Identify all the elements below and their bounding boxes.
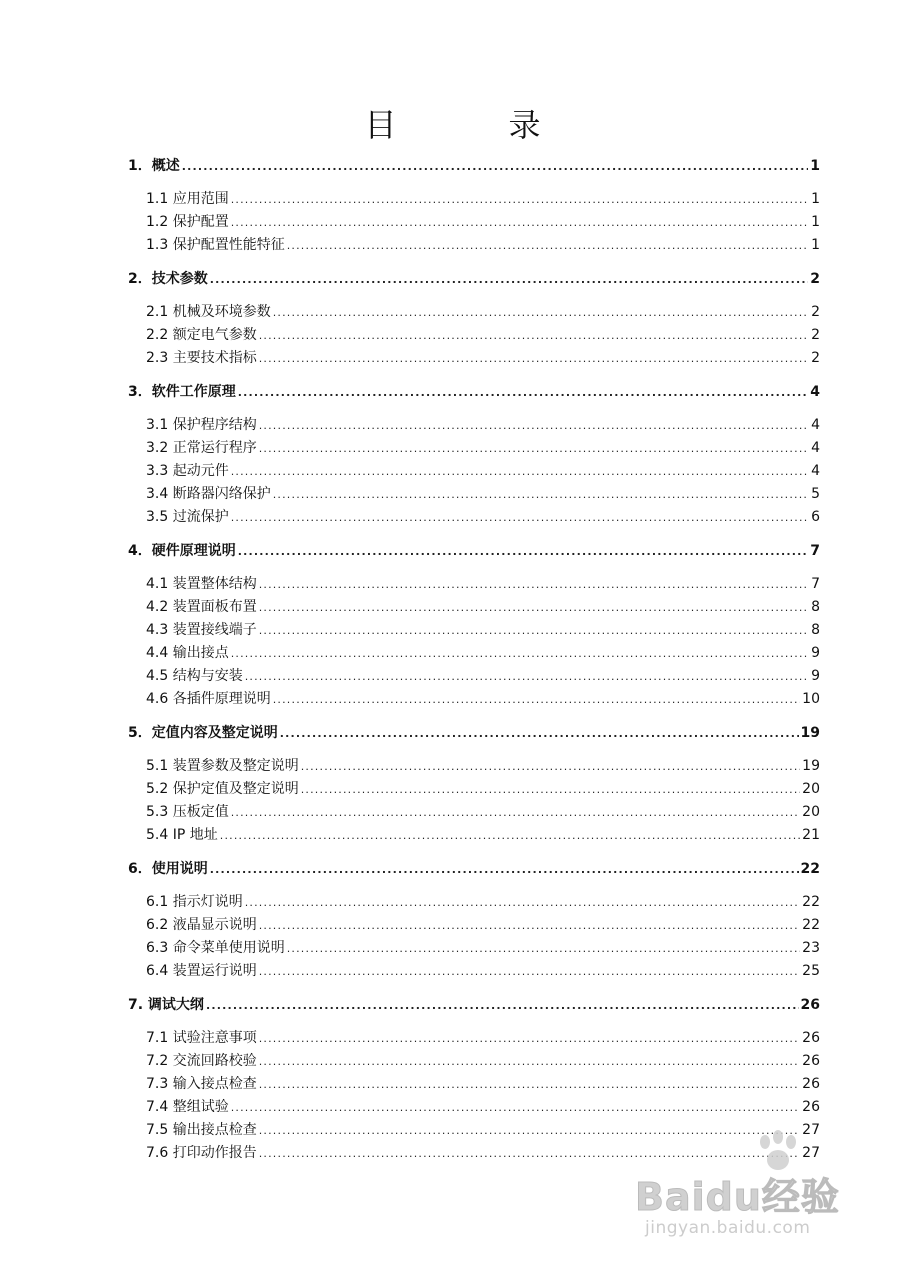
toc-leader-dots [273, 688, 800, 711]
toc-leader-dots [273, 483, 809, 506]
toc-page-number: 26 [802, 1053, 820, 1069]
toc-leader-dots [220, 824, 800, 847]
toc-subsection-title: 5.2 保护定值及整定说明 [146, 781, 299, 797]
toc-subsection-entry [128, 688, 820, 711]
toc-subsection-title: 4.3 装置接线端子 [146, 622, 257, 638]
toc-subsection-entry [128, 1073, 820, 1096]
toc-subsection-entry [128, 891, 820, 914]
toc-page-number: 22 [800, 861, 820, 877]
toc-subsection-entry [128, 460, 820, 483]
toc-subsection-title: 4.5 结构与安装 [146, 668, 243, 684]
toc-section [128, 539, 820, 711]
toc-page-number: 1 [811, 191, 820, 207]
toc-leader-dots [245, 665, 809, 688]
watermark-logo: Baidu经验 [635, 1175, 840, 1219]
toc-subsection-title: 7.6 打印动作报告 [146, 1145, 257, 1161]
toc-leader-dots [259, 347, 809, 370]
toc-chapter-title: 1．概述 [128, 158, 180, 174]
toc-chapter-title: 3．软件工作原理 [128, 384, 236, 400]
toc-page-number: 5 [811, 486, 820, 502]
toc-subsection-title: 2.3 主要技术指标 [146, 350, 257, 366]
toc-leader-dots [206, 993, 799, 1018]
toc-leader-dots [259, 1050, 800, 1073]
toc-leader-dots [231, 801, 800, 824]
toc-leader-dots [273, 301, 809, 324]
toc-subsection-entry [128, 619, 820, 642]
toc-leader-dots [287, 937, 800, 960]
toc-page-number: 20 [802, 804, 820, 820]
toc-subsection-entry [128, 778, 820, 801]
toc-subsection-title: 6.4 装置运行说明 [146, 963, 257, 979]
toc-subsection-entry [128, 506, 820, 529]
toc-subsection-entry [128, 347, 820, 370]
toc-subsection-entry [128, 665, 820, 688]
toc-subsection-title: 5.1 装置参数及整定说明 [146, 758, 299, 774]
toc-page-number: 19 [800, 725, 820, 741]
toc-page-number: 1 [811, 214, 820, 230]
toc-subsection-title: 4.2 装置面板布置 [146, 599, 257, 615]
toc-subsection-title: 7.2 交流回路校验 [146, 1053, 257, 1069]
toc-leader-dots [259, 573, 809, 596]
toc-chapter-entry [128, 721, 820, 746]
toc-page-number: 2 [811, 350, 820, 366]
toc-page-number: 9 [811, 645, 820, 661]
toc-page-number: 4 [811, 440, 820, 456]
toc-subsection-title: 7.3 输入接点检查 [146, 1076, 257, 1092]
toc-chapter-entry [128, 154, 820, 179]
toc-page-number: 7 [810, 543, 820, 559]
toc-leader-dots [259, 960, 800, 983]
toc-leader-dots [231, 506, 809, 529]
toc-subsection-entry [128, 596, 820, 619]
toc-subsection-title: 6.2 液晶显示说明 [146, 917, 257, 933]
toc-section [128, 993, 820, 1165]
toc-chapter-title: 5．定值内容及整定说明 [128, 725, 278, 741]
toc-leader-dots [259, 1119, 800, 1142]
toc-section [128, 267, 820, 370]
toc-subsection-title: 7.5 输出接点检查 [146, 1122, 257, 1138]
toc-page-number: 6 [811, 509, 820, 525]
toc-page-number: 23 [802, 940, 820, 956]
toc-leader-dots [287, 234, 809, 257]
toc-page-number: 26 [800, 997, 820, 1013]
toc-leader-dots [280, 721, 799, 746]
toc-page-number: 26 [802, 1099, 820, 1115]
toc-leader-dots [231, 642, 809, 665]
toc-subsection-entry [128, 188, 820, 211]
table-of-contents [128, 154, 820, 1175]
toc-chapter-title: 7. 调试大纲 [128, 997, 204, 1013]
toc-section [128, 154, 820, 257]
toc-leader-dots [301, 778, 800, 801]
toc-subsection-title: 7.4 整组试验 [146, 1099, 229, 1115]
toc-leader-dots [259, 324, 809, 347]
toc-section [128, 857, 820, 983]
toc-leader-dots [231, 211, 809, 234]
toc-leader-dots [301, 755, 800, 778]
toc-subsection-title: 3.2 正常运行程序 [146, 440, 257, 456]
toc-subsection-entry [128, 437, 820, 460]
toc-subsection-title: 4.1 装置整体结构 [146, 576, 257, 592]
toc-section [128, 721, 820, 847]
toc-subsection-entry [128, 937, 820, 960]
toc-page-number: 25 [802, 963, 820, 979]
toc-page-number: 26 [802, 1076, 820, 1092]
toc-subsection-title: 3.5 过流保护 [146, 509, 229, 525]
toc-leader-dots [259, 437, 809, 460]
toc-leader-dots [238, 539, 809, 564]
toc-page-number: 22 [802, 894, 820, 910]
toc-subsection-title: 1.1 应用范围 [146, 191, 229, 207]
toc-page-number: 1 [810, 158, 820, 174]
toc-page-number: 10 [802, 691, 820, 707]
toc-subsection-entry [128, 301, 820, 324]
toc-subsection-title: 3.1 保护程序结构 [146, 417, 257, 433]
toc-page-number: 2 [810, 271, 820, 287]
toc-page-number: 8 [811, 622, 820, 638]
toc-subsection-title: 5.3 压板定值 [146, 804, 229, 820]
toc-chapter-title: 6．使用说明 [128, 861, 208, 877]
toc-page-number: 4 [811, 463, 820, 479]
toc-subsection-entry [128, 234, 820, 257]
toc-page-number: 27 [802, 1145, 820, 1161]
toc-subsection-entry [128, 573, 820, 596]
toc-subsection-title: 4.4 输出接点 [146, 645, 229, 661]
toc-subsection-entry [128, 801, 820, 824]
toc-chapter-entry [128, 993, 820, 1018]
toc-leader-dots [259, 596, 809, 619]
toc-page-number: 20 [802, 781, 820, 797]
toc-subsection-entry [128, 1096, 820, 1119]
toc-subsection-title: 2.2 额定电气参数 [146, 327, 257, 343]
toc-subsection-entry [128, 914, 820, 937]
toc-subsection-title: 1.3 保护配置性能特征 [146, 237, 285, 253]
toc-subsection-entry [128, 960, 820, 983]
toc-chapter-entry [128, 539, 820, 564]
toc-leader-dots [259, 414, 809, 437]
toc-chapter-title: 2．技术参数 [128, 271, 208, 287]
toc-subsection-entry [128, 824, 820, 847]
toc-subsection-entry [128, 642, 820, 665]
toc-subsection-title: 1.2 保护配置 [146, 214, 229, 230]
toc-subsection-title: 6.1 指示灯说明 [146, 894, 243, 910]
toc-page-number: 26 [802, 1030, 820, 1046]
toc-chapter-entry [128, 267, 820, 292]
toc-page-number: 8 [811, 599, 820, 615]
toc-page-number: 4 [811, 417, 820, 433]
toc-page-number: 22 [802, 917, 820, 933]
toc-subsection-entry [128, 1119, 820, 1142]
toc-subsection-title: 2.1 机械及环境参数 [146, 304, 271, 320]
toc-subsection-entry [128, 414, 820, 437]
toc-leader-dots [231, 188, 809, 211]
toc-page-number: 2 [811, 327, 820, 343]
toc-subsection-title: 3.4 断路器闪络保护 [146, 486, 271, 502]
toc-leader-dots [238, 380, 809, 405]
toc-leader-dots [245, 891, 800, 914]
toc-subsection-entry [128, 1142, 820, 1165]
toc-subsection-entry [128, 324, 820, 347]
toc-page-number: 21 [802, 827, 820, 843]
toc-leader-dots [259, 619, 809, 642]
toc-leader-dots [259, 914, 800, 937]
toc-page-number: 7 [811, 576, 820, 592]
toc-subsection-entry [128, 211, 820, 234]
toc-chapter-entry [128, 380, 820, 405]
toc-page-number: 27 [802, 1122, 820, 1138]
toc-leader-dots [259, 1027, 800, 1050]
toc-section [128, 380, 820, 529]
toc-subsection-title: 3.3 起动元件 [146, 463, 229, 479]
toc-page-number: 4 [810, 384, 820, 400]
toc-leader-dots [210, 857, 799, 882]
toc-subsection-title: 5.4 IP 地址 [146, 827, 218, 843]
toc-page-number: 2 [811, 304, 820, 320]
toc-chapter-entry [128, 857, 820, 882]
toc-leader-dots [182, 154, 809, 179]
toc-page-number: 19 [802, 758, 820, 774]
toc-subsection-title: 4.6 各插件原理说明 [146, 691, 271, 707]
toc-subsection-title: 6.3 命令菜单使用说明 [146, 940, 285, 956]
page-title: 目 录 [364, 106, 581, 144]
watermark-url: jingyan.baidu.com [645, 1218, 811, 1238]
toc-subsection-entry [128, 1050, 820, 1073]
toc-leader-dots [231, 460, 809, 483]
toc-page-number: 9 [811, 668, 820, 684]
toc-leader-dots [210, 267, 809, 292]
toc-subsection-entry [128, 483, 820, 506]
toc-chapter-title: 4．硬件原理说明 [128, 543, 236, 559]
toc-leader-dots [259, 1073, 800, 1096]
toc-subsection-entry [128, 1027, 820, 1050]
toc-subsection-title: 7.1 试验注意事项 [146, 1030, 257, 1046]
toc-leader-dots [259, 1142, 800, 1165]
toc-leader-dots [231, 1096, 800, 1119]
toc-page-number: 1 [811, 237, 820, 253]
toc-subsection-entry [128, 755, 820, 778]
